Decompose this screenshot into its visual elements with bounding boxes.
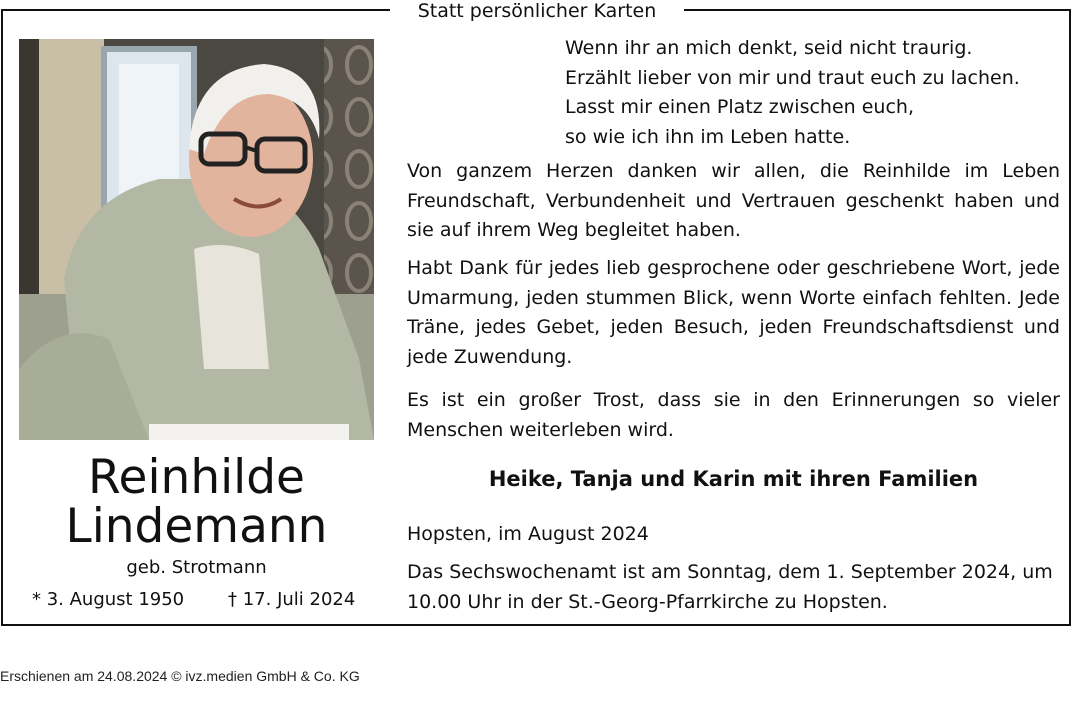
poem-line: Erzählt lieber von mir und traut euch zu lachen. xyxy=(565,66,1020,89)
poem-line: so wie ich ihn im Leben hatte. xyxy=(565,125,851,148)
poem-line: Lasst mir einen Platz zwischen euch, xyxy=(565,96,914,118)
portrait-illustration xyxy=(19,39,374,440)
maiden-name: geb. Strotmann xyxy=(126,557,267,578)
thanks-paragraph: Von ganzem Herzen danken wir allen, die Reinhilde im Leben Freundschaft, Verbundenheit und Vertrauen geschenkt haben und sie auf ihrem Weg begleitet haben. xyxy=(407,160,1060,241)
death-date: † 17. Juli 2024 xyxy=(228,589,356,610)
publication-credit: Erschienen am 24.08.2024 © ivz.medien GmbH & Co. KG xyxy=(0,668,360,684)
portrait-photo xyxy=(19,39,374,440)
notice-header: Statt persönlicher Karten xyxy=(390,0,684,22)
comfort-paragraph: Es ist ein großer Trost, dass sie in den Erinnerungen so vieler Menschen weiterleben wird. xyxy=(407,389,1060,441)
poem xyxy=(565,34,1020,152)
poem-line: Wenn ihr an mich denkt, seid nicht traurig. xyxy=(565,37,973,59)
deceased-last-name: Lindemann xyxy=(65,499,328,554)
service-announcement: Das Sechswochenamt ist am Sonntag, dem 1. September 2024, um 10.00 Uhr in der St.-Georg-Pfarrkirche zu Hopsten. xyxy=(407,561,1053,613)
gratitude-paragraph: Habt Dank für jedes lieb gesprochene oder geschriebene Wort, jede Umarmung, jeden stummen Blick, wenn Worte einfach fehlten. Jede Träne, jedes Gebet, jeden Besuch, jeden Freundschaftsdienst und jede Zuwendung. xyxy=(407,257,1060,368)
place-date: Hopsten, im August 2024 xyxy=(407,523,649,545)
family-signature: Heike, Tanja und Karin mit ihren Familien xyxy=(488,467,979,491)
deceased-first-name: Reinhilde xyxy=(88,450,305,505)
birth-date: * 3. August 1950 xyxy=(32,589,185,610)
